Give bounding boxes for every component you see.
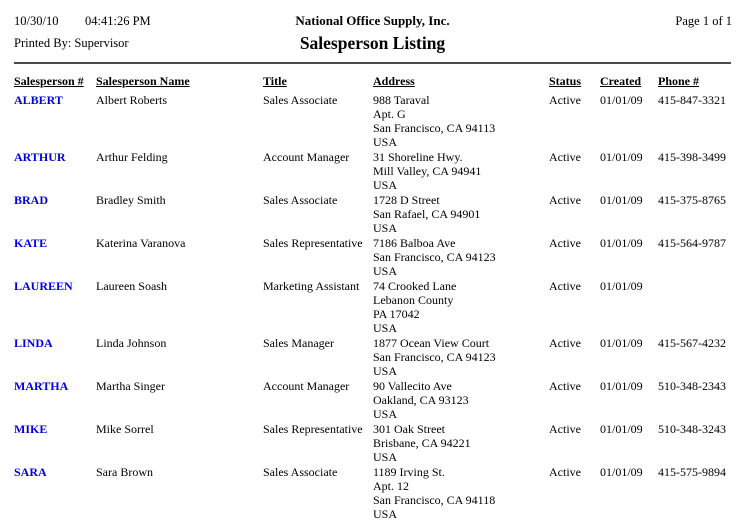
salesperson-phone: 415-398-3499 bbox=[658, 150, 726, 164]
address-line: 31 Shoreline Hwy. bbox=[373, 150, 463, 164]
salesperson-phone: 415-375-8765 bbox=[658, 193, 726, 207]
salesperson-status: Active bbox=[549, 236, 581, 250]
salesperson-id-link[interactable]: ALBERT bbox=[14, 93, 63, 107]
salesperson-title: Marketing Assistant bbox=[263, 279, 360, 293]
salesperson-created: 01/01/09 bbox=[600, 93, 643, 107]
table-row bbox=[14, 379, 731, 422]
salesperson-phone: 510-348-3243 bbox=[658, 422, 726, 436]
salesperson-phone: 415-564-9787 bbox=[658, 236, 726, 250]
table-row bbox=[14, 193, 731, 236]
address-line: USA bbox=[373, 178, 398, 192]
col-header-title: Title bbox=[263, 74, 287, 88]
salesperson-status: Active bbox=[549, 422, 581, 436]
salesperson-id-link[interactable]: KATE bbox=[14, 236, 48, 250]
address-line: PA 17042 bbox=[373, 307, 420, 321]
address-line: San Francisco, CA 94118 bbox=[373, 493, 496, 507]
table-row bbox=[14, 336, 731, 379]
salesperson-name: Katerina Varanova bbox=[96, 236, 186, 250]
salesperson-phone: 415-567-4232 bbox=[658, 336, 726, 350]
table-header-row bbox=[14, 75, 731, 93]
address-line: San Rafael, CA 94901 bbox=[373, 207, 481, 221]
salesperson-name: Bradley Smith bbox=[96, 193, 166, 207]
salesperson-status: Active bbox=[549, 279, 581, 293]
salesperson-phone bbox=[658, 279, 731, 336]
address-line: Lebanon County bbox=[373, 293, 454, 307]
table-row bbox=[14, 422, 731, 465]
salesperson-name: Sara Brown bbox=[96, 465, 153, 479]
salesperson-name: Linda Johnson bbox=[96, 336, 167, 350]
table-row bbox=[14, 279, 731, 336]
salesperson-created: 01/01/09 bbox=[600, 150, 643, 164]
salesperson-id-link[interactable]: MARTHA bbox=[14, 379, 69, 393]
address-line: 1728 D Street bbox=[373, 193, 440, 207]
salesperson-id-link[interactable]: LINDA bbox=[14, 336, 53, 350]
salesperson-created: 01/01/09 bbox=[600, 336, 643, 350]
address-line: San Francisco, CA 94123 bbox=[373, 350, 496, 364]
salesperson-status: Active bbox=[549, 465, 581, 479]
salesperson-status: Active bbox=[549, 379, 581, 393]
salesperson-created: 01/01/09 bbox=[600, 279, 643, 293]
report-title: Salesperson Listing bbox=[299, 33, 446, 53]
salesperson-table bbox=[14, 75, 731, 522]
salesperson-id-link[interactable]: LAUREEN bbox=[14, 279, 73, 293]
address-line: Brisbane, CA 94221 bbox=[373, 436, 471, 450]
salesperson-title: Sales Manager bbox=[263, 336, 334, 350]
col-header-address: Address bbox=[373, 74, 415, 88]
address-line: San Francisco, CA 94123 bbox=[373, 250, 496, 264]
salesperson-phone: 415-847-3321 bbox=[658, 93, 726, 107]
header-divider bbox=[14, 62, 731, 64]
address-line: USA bbox=[373, 364, 398, 378]
salesperson-created: 01/01/09 bbox=[600, 465, 643, 479]
address-line: 7186 Balboa Ave bbox=[373, 236, 456, 250]
salesperson-id-link[interactable]: SARA bbox=[14, 465, 47, 479]
address-line: San Francisco, CA 94113 bbox=[373, 121, 496, 135]
salesperson-created: 01/01/09 bbox=[600, 422, 643, 436]
address-line: USA bbox=[373, 321, 398, 335]
col-header-phone: Phone # bbox=[658, 74, 700, 88]
printed-by-label: Printed By: Supervisor bbox=[14, 36, 129, 50]
table-row bbox=[14, 93, 731, 150]
salesperson-name: Albert Roberts bbox=[96, 93, 167, 107]
salesperson-name: Mike Sorrel bbox=[96, 422, 154, 436]
col-header-status: Status bbox=[549, 74, 582, 88]
table-row bbox=[14, 150, 731, 193]
salesperson-address bbox=[373, 422, 549, 465]
salesperson-status: Active bbox=[549, 193, 581, 207]
salesperson-name: Martha Singer bbox=[96, 379, 165, 393]
col-header-salesperson-id: Salesperson # bbox=[14, 74, 84, 88]
address-line: 1877 Ocean View Court bbox=[373, 336, 490, 350]
salesperson-address bbox=[373, 193, 549, 236]
salesperson-title: Sales Associate bbox=[263, 465, 338, 479]
address-line: Oakland, CA 93123 bbox=[373, 393, 469, 407]
salesperson-created: 01/01/09 bbox=[600, 236, 643, 250]
print-time: 04:41:26 PM bbox=[85, 14, 151, 28]
col-header-salesperson-name: Salesperson Name bbox=[96, 74, 190, 88]
address-line: 74 Crooked Lane bbox=[373, 279, 457, 293]
address-line: Apt. G bbox=[373, 107, 406, 121]
page-number: Page 1 of 1 bbox=[675, 14, 732, 28]
salesperson-phone: 415-575-9894 bbox=[658, 465, 726, 479]
address-line: Apt. 12 bbox=[373, 479, 409, 493]
address-line: Mill Valley, CA 94941 bbox=[373, 164, 482, 178]
salesperson-address bbox=[373, 279, 549, 336]
salesperson-phone: 510-348-2343 bbox=[658, 379, 726, 393]
salesperson-title: Account Manager bbox=[263, 150, 350, 164]
salesperson-title: Sales Representative bbox=[263, 422, 363, 436]
address-line: 988 Taraval bbox=[373, 93, 430, 107]
address-line: 1189 Irving St. bbox=[373, 465, 445, 479]
table-row bbox=[14, 465, 731, 522]
address-line: USA bbox=[373, 221, 398, 235]
address-line: 301 Oak Street bbox=[373, 422, 445, 436]
salesperson-address bbox=[373, 93, 549, 150]
salesperson-address bbox=[373, 465, 549, 522]
salesperson-status: Active bbox=[549, 150, 581, 164]
salesperson-status: Active bbox=[549, 93, 581, 107]
address-line: USA bbox=[373, 407, 398, 421]
salesperson-id-link[interactable]: MIKE bbox=[14, 422, 48, 436]
salesperson-table-body bbox=[14, 93, 731, 522]
salesperson-created: 01/01/09 bbox=[600, 379, 643, 393]
salesperson-title: Sales Representative bbox=[263, 236, 363, 250]
salesperson-title: Sales Associate bbox=[263, 193, 338, 207]
salesperson-status: Active bbox=[549, 336, 581, 350]
address-line: USA bbox=[373, 264, 398, 278]
salesperson-id-link[interactable]: ARTHUR bbox=[14, 150, 66, 164]
salesperson-address bbox=[373, 150, 549, 193]
table-row bbox=[14, 236, 731, 279]
salesperson-created: 01/01/09 bbox=[600, 193, 643, 207]
salesperson-name: Arthur Felding bbox=[96, 150, 168, 164]
address-line: USA bbox=[373, 135, 398, 149]
salesperson-address bbox=[373, 379, 549, 422]
salesperson-title: Sales Associate bbox=[263, 93, 338, 107]
salesperson-id-link[interactable]: BRAD bbox=[14, 193, 49, 207]
company-name: National Office Supply, Inc. bbox=[295, 13, 450, 28]
salesperson-address bbox=[373, 236, 549, 279]
salesperson-title: Account Manager bbox=[263, 379, 350, 393]
salesperson-name: Laureen Soash bbox=[96, 279, 167, 293]
col-header-created: Created bbox=[600, 74, 642, 88]
address-line: 90 Vallecito Ave bbox=[373, 379, 452, 393]
salesperson-address bbox=[373, 336, 549, 379]
address-line: USA bbox=[373, 507, 398, 521]
address-line: USA bbox=[373, 450, 398, 464]
print-date: 10/30/10 bbox=[14, 14, 59, 28]
